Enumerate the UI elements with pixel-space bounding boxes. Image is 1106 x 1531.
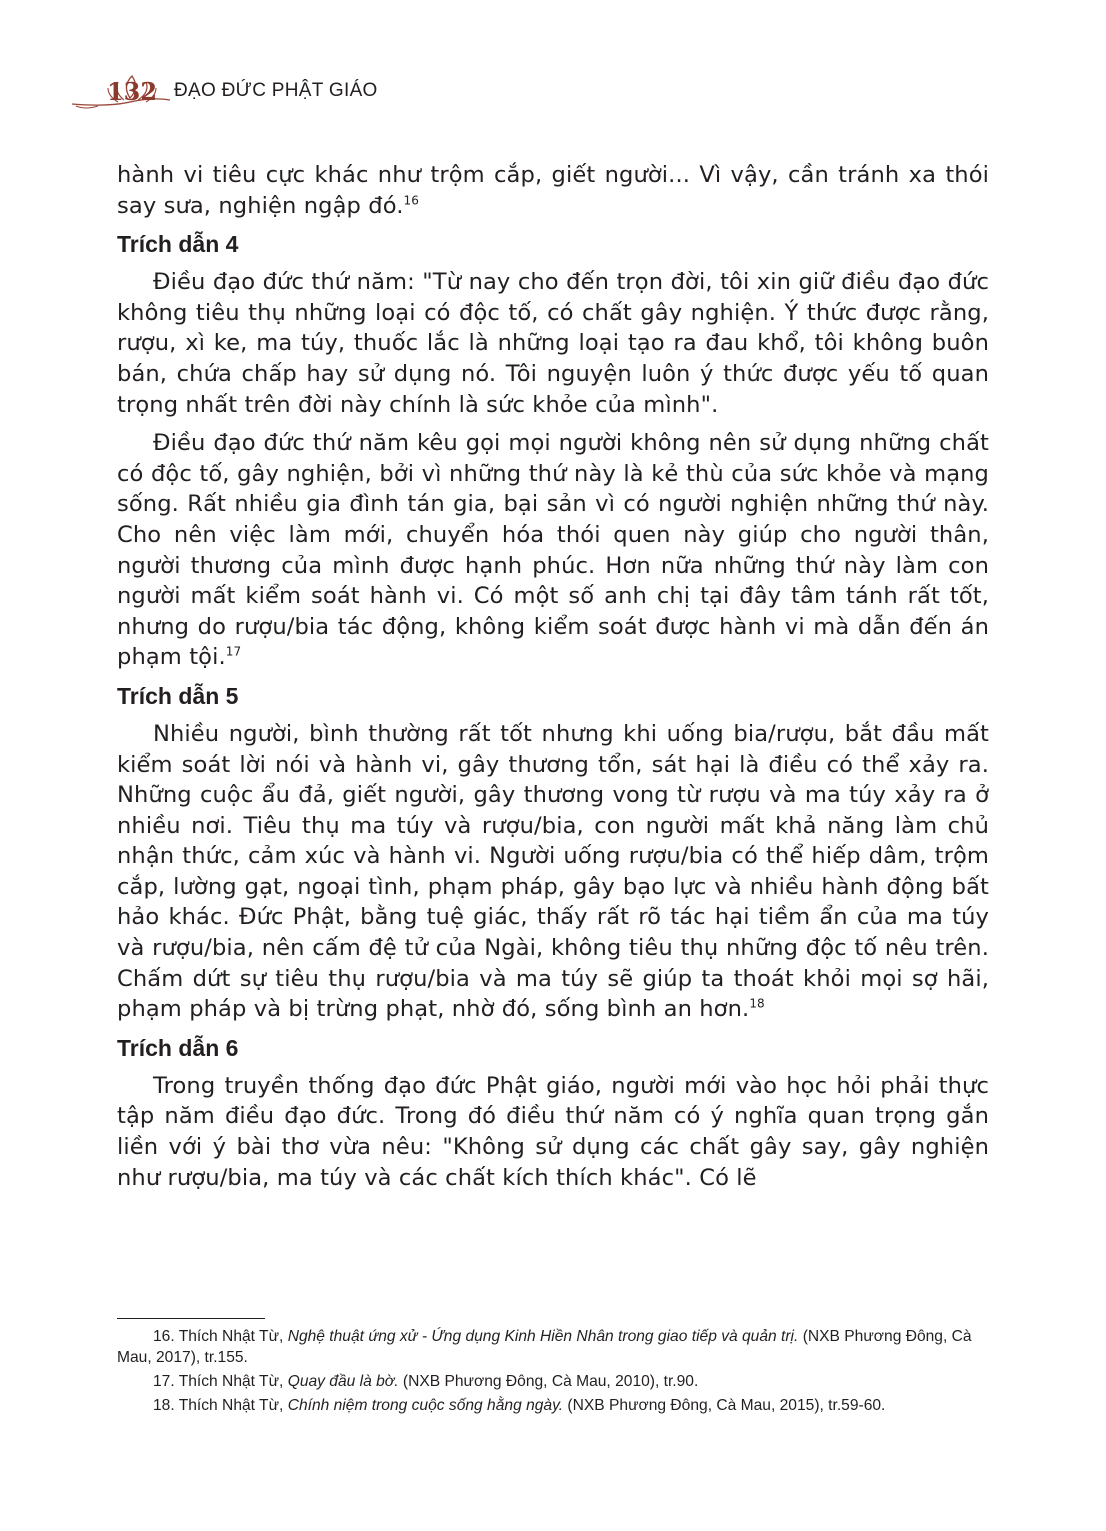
- section-heading-4: Trích dẫn 4: [117, 231, 239, 258]
- section-heading-6: Trích dẫn 6: [117, 1034, 239, 1061]
- page-header: [68, 66, 468, 116]
- paragraph-continuation: hành vi tiêu cực khác như trộm cắp, giết người... Vì vậy, cần tránh xa thói say sưa, nghiện ngập đó.$^{16}$: [117, 162, 989, 219]
- footnote-18: 18. Thích Nhật Từ, Chính niệm trong cuộc sống hằng ngày. (NXB Phương Đông, Cà Mau, 2015), tr.59-60.: [153, 1397, 886, 1414]
- paragraph: Trong truyền thống đạo đức Phật giáo, người mới vào học hỏi phải thực tập năm điều đạo đức. Trong đó điều thứ năm có ý nghĩa quan trọng gắn liền với ý bài thơ vừa nêu: "Không sử dụng các chất gây say, gây nghiện như rượu/bia, ma túy và các chất kích thích khác". Có lẽ: [117, 1072, 989, 1191]
- body-text: [117, 160, 989, 1201]
- footnote-17: 17. Thích Nhật Từ, Quay đầu là bờ. (NXB Phương Đông, Cà Mau, 2010), tr.90.: [153, 1373, 699, 1390]
- footnote-ref: 17: [225, 644, 242, 659]
- section-heading-5: Trích dẫn 5: [117, 682, 239, 709]
- page-number: 132: [106, 77, 158, 106]
- footnote-ref: 16: [403, 193, 419, 208]
- paragraph: Điều đạo đức thứ năm kêu gọi mọi người không nên sử dụng những chất có độc tố, gây nghiện, bởi vì những thứ này là kẻ thù của sức khỏe và mạng sống. Rất nhiều gia đình tán gia, bại sản vì có người nghiện những thứ này. Cho nên việc làm mới, chuyển hóa thói quen này giúp cho người thân, người thương của mình được hạnh phúc. Hơn nữa những thứ này làm con người mất kiểm soát hành vi. Có một số anh chị tại đây tâm tánh rất tốt, nhưng do rượu/bia tác động, không kiểm soát được hành vi mà dẫn đến án phạm tội.$^{17}$: [117, 430, 989, 671]
- paragraph: Nhiều người, bình thường rất tốt nhưng khi uống bia/rượu, bắt đầu mất kiểm soát lời nói và hành vi, gây thương tổn, sát hại là điều có thể xảy ra. Những cuộc ẩu đả, giết người, gây thương vong từ rượu và ma túy xảy ra ở nhiều nơi. Tiêu thụ ma túy và rượu/bia, con người mất khả năng làm chủ nhận thức, cảm xúc và hành vi. Người uống rượu/bia có thể hiếp dâm, trộm cắp, lường gạt, ngoại tình, phạm pháp, gây bạo lực và nhiều hành động bất hảo khác. Đức Phật, bằng tuệ giác, thấy rất rõ tác hại tiềm ẩn của ma túy và rượu/bia, nên cấm đệ tử của Ngài, không tiêu thụ những độc tố nêu trên. Chấm dứt sự tiêu thụ rượu/bia và ma túy sẽ giúp ta thoát khỏi mọi sợ hãi, phạm pháp và bị trừng phạt, nhờ đó, sống bình an hơn.$^{18}$: [117, 720, 989, 1023]
- paragraph: Điều đạo đức thứ năm: "Từ nay cho đến trọn đời, tôi xin giữ điều đạo đức không tiêu thụ những loại có độc tố, có chất gây nghiện. Ý thức được rằng, rượu, xì ke, ma túy, thuốc lắc là những loại tạo ra đau khổ, tôi không buôn bán, chứa chấp hay sử dụng nó. Tôi nguyện luôn ý thức được yếu tố quan trọng nhất trên đời này chính là sức khỏe của mình".: [117, 269, 989, 418]
- footnotes: [117, 1326, 989, 1419]
- footnote-ref: 18: [749, 996, 765, 1011]
- running-title: ĐẠO ĐỨC PHẬT GIÁO: [174, 80, 378, 101]
- footnote-16: 16. Thích Nhật Từ, Nghệ thuật ứng xử - Ứng dụng Kinh Hiền Nhân trong giao tiếp và quản trị. (NXB Phương Đông, Cà Mau, 2017), tr.155.: [117, 1328, 972, 1366]
- footnote-divider: [117, 1318, 265, 1319]
